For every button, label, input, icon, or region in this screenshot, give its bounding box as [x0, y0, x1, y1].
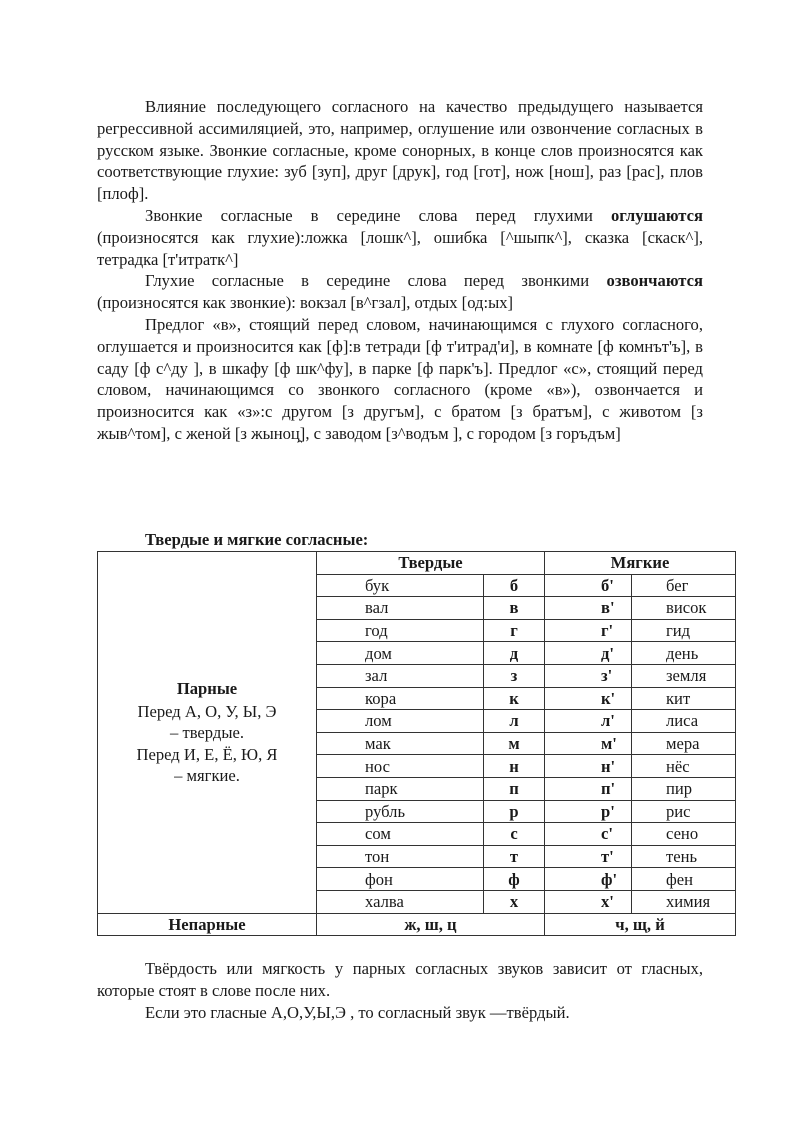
- paragraph-hardness: Твёрдость или мягкость у парных согласных звуков зависит от гласных, которые стоят в слове после них.: [97, 959, 703, 1000]
- soft-letter: г': [545, 619, 632, 642]
- soft-word: день: [632, 642, 736, 665]
- soft-word: кит: [632, 687, 736, 710]
- soft-word: пир: [632, 777, 736, 800]
- soft-letter: р': [545, 800, 632, 823]
- hard-word: дом: [317, 642, 484, 665]
- soft-letter: х': [545, 890, 632, 913]
- hard-letter: р: [484, 800, 545, 823]
- hard-letter: д: [484, 642, 545, 665]
- hard-letter: к: [484, 687, 545, 710]
- hard-letter: т: [484, 845, 545, 868]
- header-hard: Твердые: [317, 552, 545, 575]
- paragraph-hard-rule: Если это гласные А,О,У,Ы,Э , то согласный звук —твёрдый.: [145, 1002, 570, 1022]
- soft-word: сено: [632, 823, 736, 846]
- header-soft: Мягкие: [545, 552, 736, 575]
- hard-word: нос: [317, 755, 484, 778]
- unpaired-soft: ч, щ, й: [545, 913, 736, 936]
- soft-word: тень: [632, 845, 736, 868]
- soft-letter: д': [545, 642, 632, 665]
- unpaired-label: Непарные: [98, 913, 317, 936]
- paired-rule-3: Перед И, Е, Ё, Ю, Я: [136, 744, 278, 764]
- paired-rule-1: Перед А, О, У, Ы, Э: [137, 701, 277, 721]
- paired-label: Парные: [176, 678, 238, 698]
- hard-letter: п: [484, 777, 545, 800]
- soft-letter: з': [545, 664, 632, 687]
- soft-letter: ф': [545, 868, 632, 891]
- soft-letter: п': [545, 777, 632, 800]
- soft-letter: т': [545, 845, 632, 868]
- hard-letter: ф: [484, 868, 545, 891]
- paragraph-devoicing: [97, 205, 703, 270]
- soft-letter: б': [545, 574, 632, 597]
- paragraph-assimilation: Влияние последующего согласного на качество предыдущего называется регрессивной ассимиляцией, это, например, оглушение или озвончение согласных в русском языке. Звонкие согласные, кроме сонорных, в конце слов произносятся как соответствующие глухие: зуб [зуп], друг [друк], год [гот], нож [нош], раз [рас], плов [плоф].: [97, 97, 703, 204]
- bold-term: оглушаются: [610, 205, 703, 225]
- text: Глухие согласные в середине слова перед звонкими: [145, 271, 607, 291]
- hard-word: зал: [317, 664, 484, 687]
- soft-letter: л': [545, 710, 632, 733]
- hard-letter: в: [484, 597, 545, 620]
- soft-word: висок: [632, 597, 736, 620]
- hard-word: год: [317, 619, 484, 642]
- soft-word: мера: [632, 732, 736, 755]
- hard-letter: х: [484, 890, 545, 913]
- soft-letter: м': [545, 732, 632, 755]
- text: (произносятся как глухие):ложка [лошк^], ошибка [^шыпк^], сказка [скаск^], тетрадка [т'итратк^]: [97, 227, 703, 269]
- soft-letter: в': [545, 597, 632, 620]
- text: (произносятся как звонкие): вокзал [в^гзал], отдых [од:ых]: [97, 293, 514, 313]
- text: Звонкие согласные в середине слова перед глухими: [145, 205, 611, 225]
- soft-word: химия: [632, 890, 736, 913]
- soft-word: фен: [632, 868, 736, 891]
- hard-word: тон: [317, 845, 484, 868]
- hard-letter: б: [484, 574, 545, 597]
- hard-word: фон: [317, 868, 484, 891]
- hard-word: бук: [317, 574, 484, 597]
- soft-letter: н': [545, 755, 632, 778]
- soft-word: бег: [632, 574, 736, 597]
- soft-letter: с': [545, 823, 632, 846]
- hard-word: халва: [317, 890, 484, 913]
- hard-word: мак: [317, 732, 484, 755]
- bold-term: озвончаются: [606, 271, 703, 291]
- unpaired-row: [98, 913, 736, 936]
- soft-word: рис: [632, 800, 736, 823]
- hard-word: рубль: [317, 800, 484, 823]
- hard-letter: н: [484, 755, 545, 778]
- hard-letter: з: [484, 664, 545, 687]
- hard-letter: м: [484, 732, 545, 755]
- unpaired-hard: ж, ш, ц: [317, 913, 545, 936]
- hard-word: сом: [317, 823, 484, 846]
- soft-word: гид: [632, 619, 736, 642]
- hard-letter: с: [484, 823, 545, 846]
- body-text: [97, 96, 703, 445]
- hard-word: лом: [317, 710, 484, 733]
- hard-letter: л: [484, 710, 545, 733]
- hard-word: кора: [317, 687, 484, 710]
- hard-word: парк: [317, 777, 484, 800]
- hard-word: вал: [317, 597, 484, 620]
- table-header-row: [98, 552, 736, 575]
- soft-word: земля: [632, 664, 736, 687]
- consonants-table: [97, 551, 736, 936]
- hard-letter: г: [484, 619, 545, 642]
- table-title: Твердые и мягкие согласные:: [145, 530, 369, 549]
- paragraph-prepositions: Предлог «в», стоящий перед словом, начинающимся с глухого согласного, оглушается и произносится как [ф]:в тетради [ф т'итрад'и], в комнате [ф комнът'ъ], в саду [ф с^ду ], в шкафу [ф шк^фу], в парке [ф парк'ъ]. Предлог «с», стоящий перед словом, начинающимся со звонкого согласного (кроме «в»), озвончается и произносится как «з»:с другом [з другъм], с братом [з братъм], с животом [з жыв^том], с женой [з жыноц̯], с заводом [з^водъм ], с городом [з горъдъм]: [97, 314, 703, 443]
- soft-word: лиса: [632, 710, 736, 733]
- paired-rule-2: – твердые.: [170, 723, 244, 743]
- paired-cell: [98, 552, 317, 914]
- paired-rule-4: – мягкие.: [174, 766, 240, 786]
- soft-letter: к': [545, 687, 632, 710]
- paragraph-voicing: [97, 270, 703, 314]
- soft-word: нёс: [632, 755, 736, 778]
- bottom-text: [97, 958, 703, 1023]
